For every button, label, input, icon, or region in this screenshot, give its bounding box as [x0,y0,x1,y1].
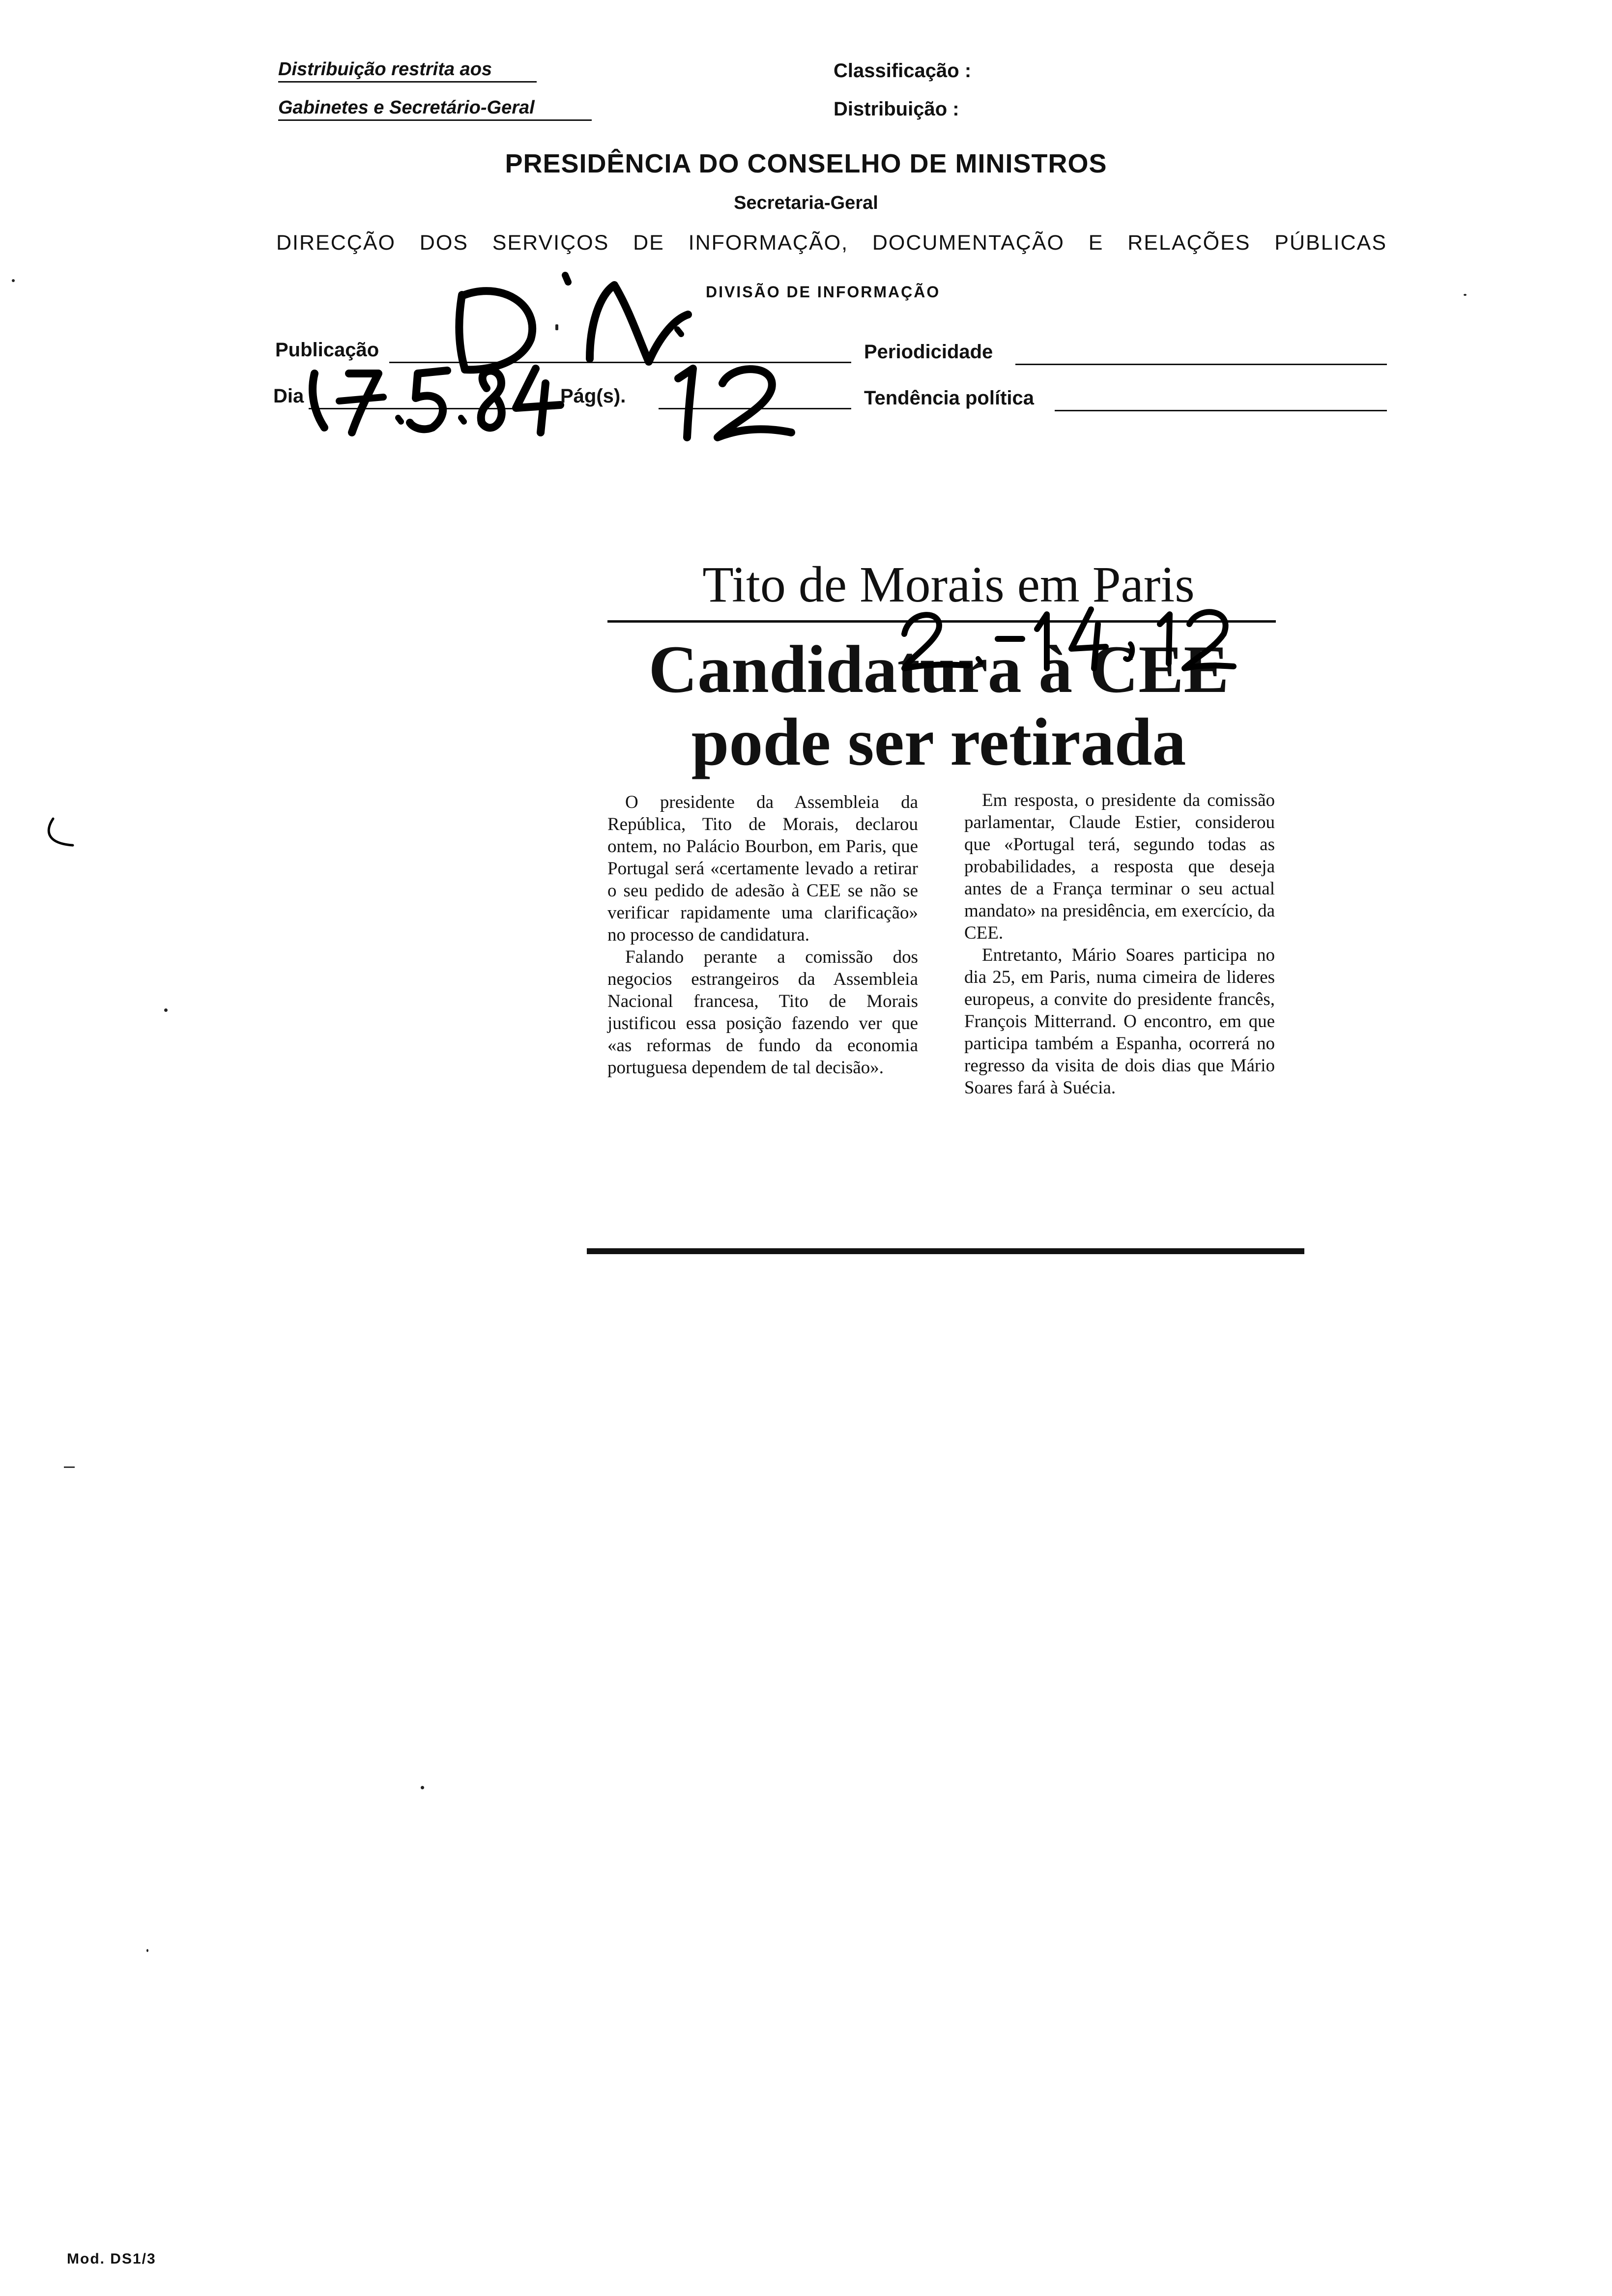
direction-title: DIRECÇÃO DOS SERVIÇOS DE INFORMAÇÃO, DOCUMENTAÇÃO E RELAÇÕES PÚBLICAS [276,231,1387,255]
dia-label: Dia [273,385,304,407]
scan-speck [555,324,558,330]
tendencia-label: Tendência política [864,387,1034,409]
right-paragraph-2: Entretanto, Mário Soares participa no dia 25, em Paris, numa cimeira de lideres europeus, a convite do presidente francês, François Mitterrand. O encontro, em que participa também a Espanha, ocorrerá no regresso da visita de dois dias que Mário Soares fará à Suécia. [964,945,1275,1098]
tendencia-line [1055,410,1387,411]
model-code: Mod. DS1/3 [67,2251,156,2267]
left-paragraph-2: Falando perante a comissão dos negocios estrangeiros da Assembleia Nacional francesa, Tito de Morais justificou essa posição fazendo ver que «as reformas de fundo da economia portuguesa dependem de tal decisão». [607,947,918,1078]
division-title: DIVISÃO DE INFORMAÇÃO [706,283,941,301]
scan-speck [1464,294,1467,296]
article-bottom-rule [587,1248,1304,1254]
distribuicao-label: Distribuição : [834,98,959,120]
scan-speck [146,1949,148,1952]
right-paragraph-1: Em resposta, o presidente da comissão parlamentar, Claude Estier, considerou que «Portugal terá, segundo todas as probabilidades, a resposta que deseja antes de a França terminar o seu actual mandato» na presidência, em exercício, da CEE. [964,790,1275,943]
article-headline-1: Candidatura à CEE [648,631,1229,707]
periodicidade-line [1015,364,1387,365]
pags-label: Pág(s). [560,385,626,407]
scan-dash [64,1466,75,1468]
handwritten-classification [899,600,1234,673]
publicacao-label: Publicação [275,339,379,361]
institution-title: PRESIDÊNCIA DO CONSELHO DE MINISTROS [505,149,1107,178]
handwritten-pags [659,354,806,452]
classificacao-label: Classificação : [834,60,972,82]
periodicidade-label: Periodicidade [864,341,993,363]
handwritten-dia [305,354,570,437]
article-headline-2: pode ser retirada [691,704,1186,779]
scan-mark [43,816,87,855]
left-paragraph-1: O presidente da Assembleia da República, Tito de Morais, declarou ontem, no Palácio Bourbon, em Paris, que Portugal será «certamente levado a retirar o seu pedido de adesão à CEE se não se verificar rapidamente uma clarificação» no processo de candidatura. [607,792,918,945]
scan-speck [164,1008,168,1012]
article-left-column [607,791,918,1079]
scan-speck [12,279,15,282]
scan-speck [421,1786,424,1789]
article-kicker: Tito de Morais em Paris [702,556,1195,613]
article-right-column [964,789,1275,1099]
secretaria-geral: Secretaria-Geral [734,193,878,213]
distribution-line-1: Distribuição restrita aos [278,59,537,83]
distribution-line-2: Gabinetes e Secretário-Geral [278,97,592,121]
